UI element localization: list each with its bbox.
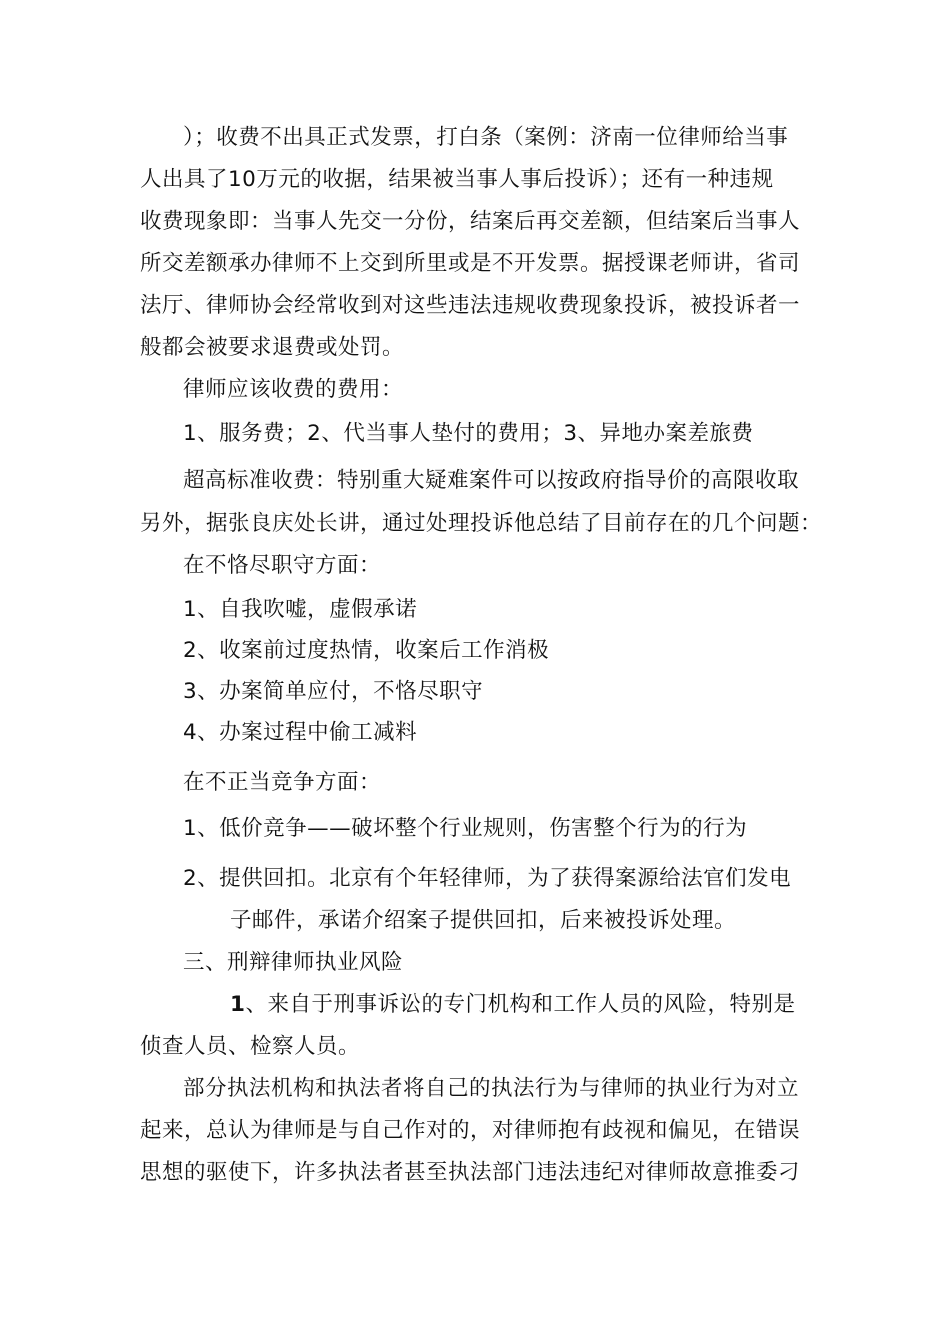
paragraph-line: [230, 991, 795, 1019]
paragraph-line: 般都会被要求退费或处罚。: [140, 335, 405, 360]
paragraph-line: 超高标准收费：特别重大疑难案件可以按政府指导价的高限收取: [183, 468, 800, 493]
list-item: 2、提供回扣。北京有个年轻律师，为了获得案源给法官们发电: [183, 866, 792, 891]
section-heading: 在不恪尽职守方面：: [183, 553, 382, 578]
list-item-continuation: 子邮件，承诺介绍案子提供回扣，后来被投诉处理。: [230, 908, 737, 933]
section-heading: 律师应该收费的费用：: [183, 377, 404, 402]
list-item: 2、收案前过度热情，收案后工作消极: [183, 638, 550, 663]
paragraph-line: 部分执法机构和执法者将自己的执法行为与律师的执业行为对立: [183, 1076, 800, 1101]
paragraph-line: 另外，据张良庆处长讲，通过处理投诉他总结了目前存在的几个问题：: [140, 511, 823, 536]
paragraph-line: 思想的驱使下，许多执法者甚至执法部门违法违纪对律师故意推委刁: [140, 1160, 801, 1185]
list-item: 3、办案简单应付，不恪尽职守: [183, 679, 484, 704]
list-item: 1、自我吹嘘，虚假承诺: [183, 597, 418, 622]
section-title: 三、刑辩律师执业风险: [183, 950, 404, 975]
paragraph-line: ）；收费不出具正式发票，打白条（案例：济南一位律师给当事: [183, 125, 789, 150]
paragraph-line: 起来，总认为律师是与自己作对的，对律师抱有歧视和偏见，在错误: [140, 1118, 801, 1143]
paragraph-line: 收费现象即：当事人先交一分份，结案后再交差额，但结案后当事人: [140, 209, 801, 234]
section-heading: 在不正当竞争方面：: [183, 770, 382, 795]
paragraph-line: 人出具了10万元的收据，结果被当事人事后投诉）；还有一种违规: [140, 167, 774, 192]
paragraph-line: 侦查人员、检察人员。: [140, 1034, 361, 1059]
paragraph-line: 法厅、律师协会经常收到对这些违法违规收费现象投诉，被投诉者一: [140, 293, 801, 318]
list-item: 4、办案过程中偷工减料: [183, 720, 418, 745]
list-item: 1、服务费；2、代当事人垫付的费用；3、异地办案差旅费: [183, 421, 754, 446]
paragraph-text: 、来自于刑事诉讼的专门机构和工作人员的风险，特别是: [245, 992, 796, 1017]
paragraph-line: 所交差额承办律师不上交到所里或是不开发票。据授课老师讲，省司: [140, 251, 801, 276]
list-number: 1: [230, 992, 246, 1017]
list-item: 1、低价竞争——破坏整个行业规则，伤害整个行为的行为: [183, 816, 748, 841]
